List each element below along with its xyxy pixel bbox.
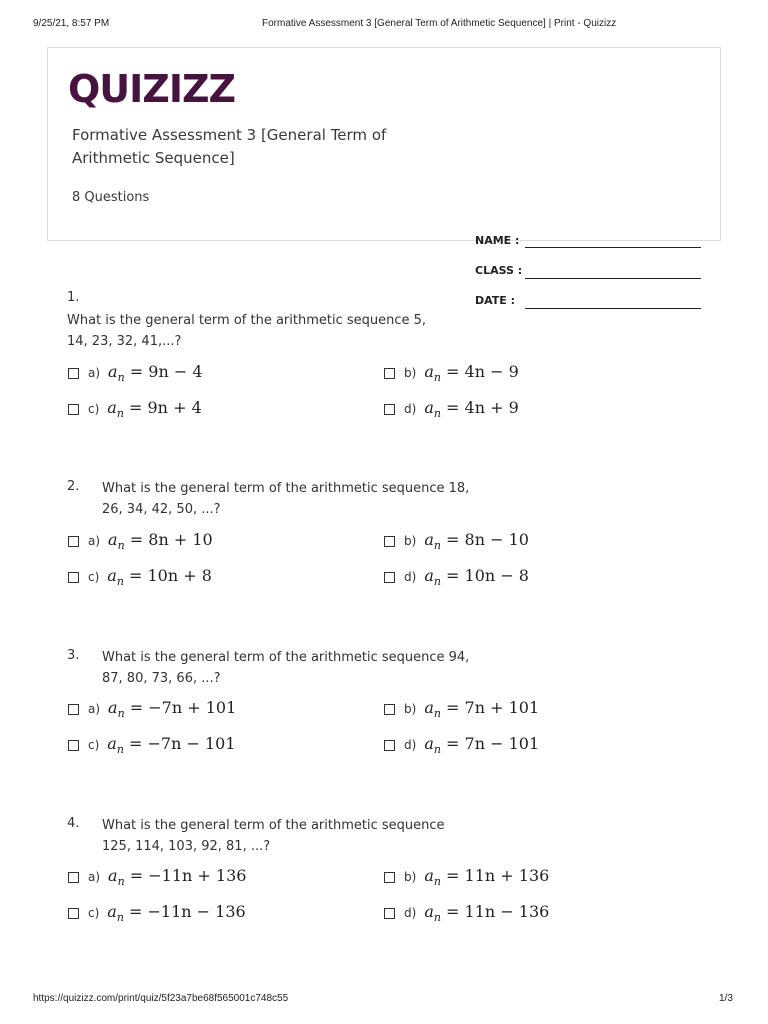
option-b[interactable]: b) $a_n = 8n - 10$ [384, 529, 529, 553]
option-b[interactable]: b) $a_n = 11n + 136$ [384, 865, 549, 889]
quizizz-logo [68, 66, 236, 112]
question-number: 2. [67, 479, 80, 494]
date-label: DATE : [475, 294, 516, 307]
option-a[interactable]: a) $a_n = -7n + 101$ [68, 697, 236, 721]
checkbox[interactable] [68, 536, 79, 547]
option-expression: $a_n = 11n - 136$ [424, 901, 550, 925]
option-expression: $a_n = 10n + 8$ [107, 565, 212, 589]
option-expression: $a_n = 8n + 10$ [108, 529, 213, 553]
option-expression: $a_n = 4n - 9$ [424, 361, 519, 385]
checkbox[interactable] [68, 908, 79, 919]
question-text: What is the general term of the arithmetic sequence 18, 26, 34, 42, 50, ...? [102, 481, 470, 517]
checkbox[interactable] [384, 704, 395, 715]
print-page-title: Formative Assessment 3 [General Term of Arithmetic Sequence] | Print - Quizizz [262, 18, 617, 29]
option-c[interactable]: c) $a_n = -11n - 136$ [68, 901, 246, 925]
checkbox[interactable] [68, 368, 79, 379]
checkbox[interactable] [384, 368, 395, 379]
print-page-number: 1/3 [719, 993, 733, 1004]
quiz-title-line2: Arithmetic Sequence] [72, 149, 235, 167]
option-a[interactable]: a) $a_n = 9n - 4$ [68, 361, 203, 385]
option-b[interactable]: b) $a_n = 7n + 101$ [384, 697, 539, 721]
option-d[interactable]: d) $a_n = 11n - 136$ [384, 901, 549, 925]
checkbox[interactable] [384, 536, 395, 547]
option-a[interactable]: a) $a_n = -11n + 136$ [68, 865, 246, 889]
checkbox[interactable] [68, 704, 79, 715]
option-expression: $a_n = -7n - 101$ [107, 733, 236, 757]
option-expression: $a_n = 7n + 101$ [424, 697, 540, 721]
print-url: https://quizizz.com/print/quiz/5f23a7be68f565001c748c55 [33, 993, 289, 1004]
checkbox[interactable] [68, 740, 79, 751]
option-c[interactable]: c) $a_n = 9n + 4$ [68, 397, 202, 421]
option-expression: $a_n = 4n + 9$ [424, 397, 519, 421]
option-b[interactable]: b) $a_n = 4n - 9$ [384, 361, 519, 385]
option-d[interactable]: d) $a_n = 4n + 9$ [384, 397, 519, 421]
checkbox[interactable] [384, 872, 395, 883]
quiz-header-box [47, 47, 721, 241]
checkbox[interactable] [384, 740, 395, 751]
option-expression: $a_n = 10n - 8$ [424, 565, 529, 589]
checkbox[interactable] [384, 908, 395, 919]
question-text: What is the general term of the arithmetic sequence 5, 14, 23, 32, 41,...? [67, 313, 427, 349]
option-c[interactable]: c) $a_n = 10n + 8$ [68, 565, 212, 589]
print-datetime: 9/25/21, 8:57 PM [33, 18, 110, 29]
option-expression: $a_n = 11n + 136$ [424, 865, 550, 889]
option-expression: $a_n = 8n - 10$ [424, 529, 529, 553]
name-label: NAME : [475, 234, 520, 247]
question-count: 8 Questions [72, 190, 150, 205]
option-expression: $a_n = -7n + 101$ [108, 697, 237, 721]
date-field[interactable] [525, 294, 701, 309]
question-number: 4. [67, 816, 80, 831]
question-number: 1. [67, 290, 80, 305]
option-d[interactable]: d) $a_n = 7n - 101$ [384, 733, 539, 757]
option-a[interactable]: a) $a_n = 8n + 10$ [68, 529, 213, 553]
option-expression: $a_n = 7n - 101$ [424, 733, 540, 757]
option-c[interactable]: c) $a_n = -7n - 101$ [68, 733, 236, 757]
logo-text: QUIZIZZ [68, 67, 236, 111]
option-expression: $a_n = 9n + 4$ [107, 397, 202, 421]
question-text: What is the general term of the arithmetic sequence 125, 114, 103, 92, 81, ...? [102, 818, 445, 854]
checkbox[interactable] [68, 404, 79, 415]
checkbox[interactable] [68, 872, 79, 883]
option-expression: $a_n = -11n + 136$ [108, 865, 247, 889]
class-label: CLASS : [475, 264, 523, 277]
checkbox[interactable] [384, 404, 395, 415]
quiz-title-line1: Formative Assessment 3 [General Term of [72, 126, 387, 144]
option-expression: $a_n = 9n - 4$ [108, 361, 203, 385]
question-number: 3. [67, 648, 80, 663]
name-field[interactable] [525, 234, 701, 248]
checkbox[interactable] [384, 572, 395, 583]
option-expression: $a_n = -11n - 136$ [107, 901, 246, 925]
class-field[interactable] [525, 264, 701, 279]
option-d[interactable]: d) $a_n = 10n - 8$ [384, 565, 529, 589]
quiz-title [72, 124, 432, 170]
question-text: What is the general term of the arithmetic sequence 94, 87, 80, 73, 66, ...? [102, 650, 470, 686]
checkbox[interactable] [68, 572, 79, 583]
